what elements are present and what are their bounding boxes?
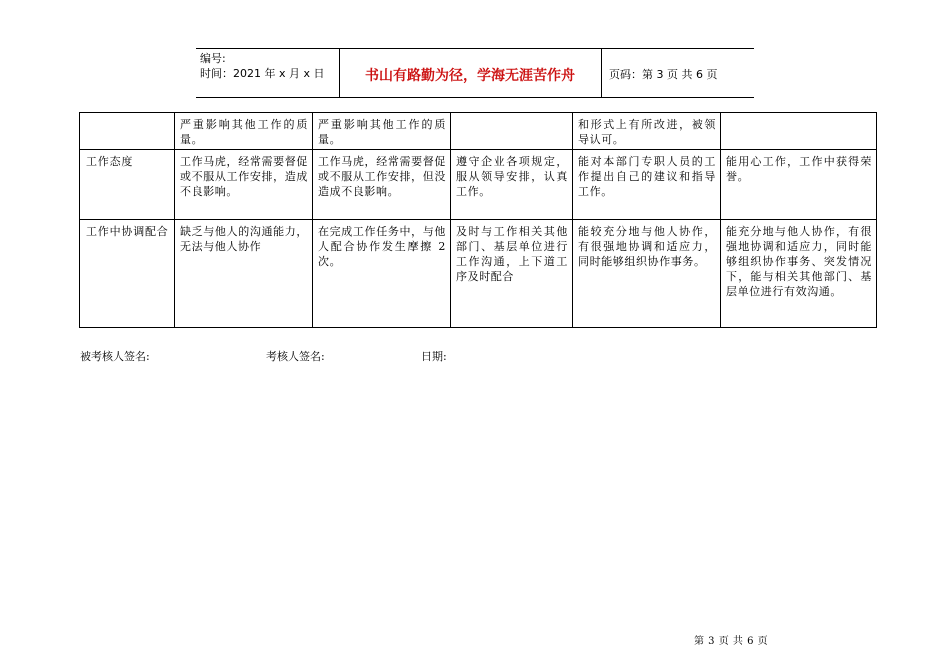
table-cell: 严重影响其他工作的质量。 xyxy=(313,113,451,150)
examinee-signature-label: 被考核人签名: xyxy=(80,350,150,363)
table-cell: 能用心工作，工作中获得荣誉。 xyxy=(721,150,877,220)
header-motto: 书山有路勤为径，学海无涯苦作舟 xyxy=(365,68,575,84)
table-cell-item xyxy=(80,113,175,150)
page-header xyxy=(196,48,754,98)
table-row xyxy=(80,150,877,220)
table-cell: 工作马虎，经常需要督促或不服从工作安排，但没造成不良影响。 xyxy=(313,150,451,220)
table-row xyxy=(80,113,877,150)
table-cell-item: 工作态度 xyxy=(80,150,175,220)
table-cell: 缺乏与他人的沟通能力，无法与他人协作 xyxy=(175,220,313,328)
table-cell: 遵守企业各项规定，服从领导安排，认真工作。 xyxy=(451,150,573,220)
header-page-number: 页码：第 3 页 共 6 页 xyxy=(609,68,718,81)
examiner-signature-label: 考核人签名: xyxy=(266,350,325,363)
table-cell xyxy=(451,113,573,150)
table-cell-item: 工作中协调配合 xyxy=(80,220,175,328)
table-cell: 严重影响其他工作的质量。 xyxy=(175,113,313,150)
table-cell xyxy=(721,113,877,150)
table-cell: 工作马虎，经常需要督促或不服从工作安排，造成不良影响。 xyxy=(175,150,313,220)
table-cell: 在完成工作任务中，与他人配合协作发生摩擦 2 次。 xyxy=(313,220,451,328)
table-cell: 及时与工作相关其他部门、基层单位进行工作沟通，上下道工序及时配合 xyxy=(451,220,573,328)
date-signature-label: 日期: xyxy=(421,350,447,363)
header-meta xyxy=(200,51,325,81)
table-cell: 和形式上有所改进，被领导认可。 xyxy=(573,113,721,150)
date-label: 时间：2021 年 x 月 x 日 xyxy=(200,67,325,80)
header-divider xyxy=(601,49,602,97)
table-cell: 能较充分地与他人协作，有很强地协调和适应力，同时能够组织协作事务。 xyxy=(573,220,721,328)
evaluation-table xyxy=(79,112,877,328)
footer-page-number: 第 3 页 共 6 页 xyxy=(694,636,769,647)
table-row xyxy=(80,220,877,328)
table-cell: 能充分地与他人协作，有很强地协调和适应力，同时能够组织协作事务、突发情况下，能与相关其他部门、基层单位进行有效沟通。 xyxy=(721,220,877,328)
table-cell: 能对本部门专职人员的工作提出自己的建议和指导工作。 xyxy=(573,150,721,220)
doc-number-label: 编号: xyxy=(200,52,226,65)
